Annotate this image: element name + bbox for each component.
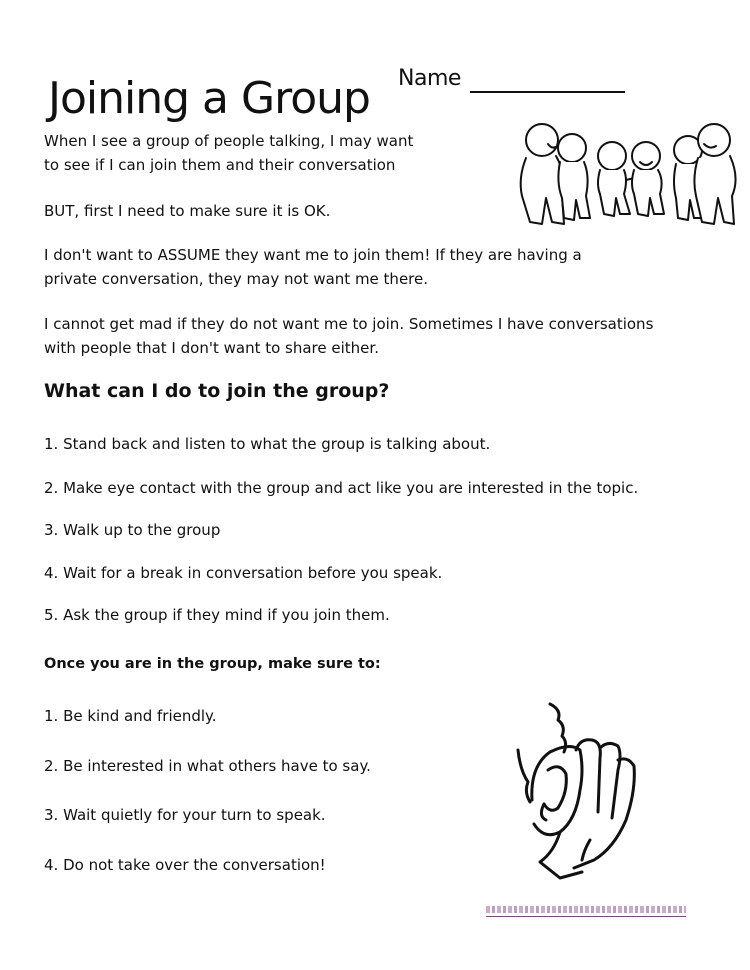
group-of-people-illustration [512,118,737,230]
join-step: 1. Stand back and listen to what the group is talking about. [44,435,491,453]
in-group-item: 1. Be kind and friendly. [44,707,217,725]
intro-line-2: to see if I can join them and their conversation [44,156,396,174]
assume-line-1: I don't want to ASSUME they want me to join them! If they are having a [44,246,582,264]
in-group-item: 2. Be interested in what others have to say. [44,757,371,775]
name-label: Name [398,66,461,91]
illegible-link-text [486,906,686,913]
intro-line-1: When I see a group of people talking, I may want [44,132,414,150]
hand-cupped-to-ear-illustration [510,700,650,880]
in-group-item: 3. Wait quietly for your turn to speak. [44,806,326,824]
in-group-item: 4. Do not take over the conversation! [44,856,326,874]
join-step: 5. Ask the group if they mind if you join them. [44,606,390,624]
join-step: 3. Walk up to the group [44,521,221,539]
name-blank-line [470,91,625,93]
mad-line-1: I cannot get mad if they do not want me to join. Sometimes I have conversations [44,315,654,333]
join-section-heading: What can I do to join the group? [44,380,390,402]
join-step: 4. Wait for a break in conversation before you speak. [44,564,443,582]
join-step: 2. Make eye contact with the group and act like you are interested in the topic. [44,479,639,497]
page-title: Joining a Group [48,73,370,125]
source-watermark-link[interactable] [486,904,686,917]
mad-line-2: with people that I don't want to share either. [44,339,379,357]
assume-line-2: private conversation, they may not want me there. [44,270,429,288]
in-group-heading: Once you are in the group, make sure to: [44,656,381,672]
intro-ok-line: BUT, first I need to make sure it is OK. [44,202,331,220]
